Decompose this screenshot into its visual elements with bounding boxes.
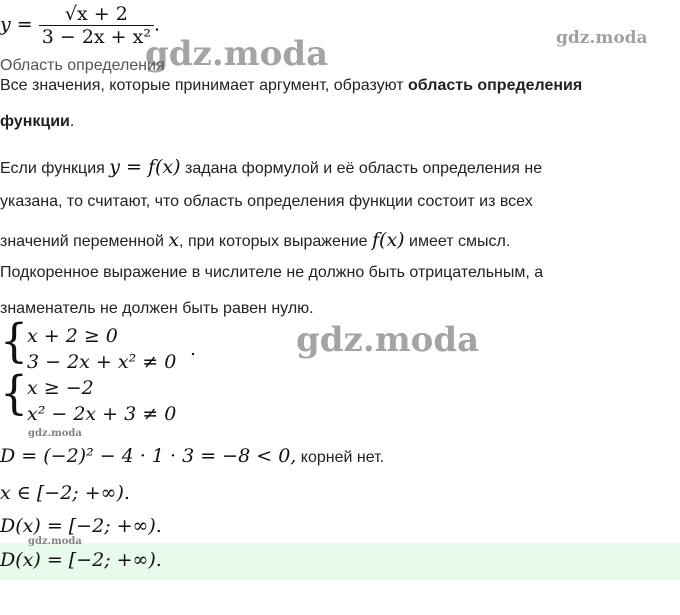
system1-row2: 3 − 2x + x² ≠ 0 [27,351,177,373]
system2-row1: x ≥ −2 [27,377,94,399]
system2-row2: x² − 2x + 3 ≠ 0 [27,403,177,425]
watermark-top: gdz.moda [145,34,329,74]
rule-paragraph-line1: Если функция y = f(x) задана формулой и её область определения не [0,156,543,178]
term-domain: область определения [408,77,583,94]
formula-fraction [39,3,154,48]
watermark-middle: gdz.moda [296,320,480,360]
definition-paragraph-line1: Все значения, которые принимает аргумент, образуют область определения [0,77,583,94]
condition-paragraph-line2: знаменатель не должен быть равен нулю. [0,300,314,317]
interval-line: x ∈ [−2; +∞). [0,482,130,504]
system1-brace: { [0,314,28,369]
cut-off-line: Область определения [0,57,165,74]
discriminant-line: D = (−2)² − 4 · 1 · 3 = −8 < 0, корней нет. [0,445,385,467]
rule-paragraph-line3: значений переменной x, при которых выражение f(x) имеет смысл. [0,229,511,251]
function-formula [0,3,160,48]
condition-paragraph-line1: Подкоренное выражение в числителе не должно быть отрицательным, а [0,264,544,281]
watermark-tiny-2: gdz.moda [28,536,82,547]
term-function: функции [0,113,70,130]
domain-line: D(x) = [−2; +∞). [0,515,162,537]
formula-trail: . [153,13,161,36]
answer-line: D(x) = [−2; +∞). [0,549,162,571]
system1-trail: . [190,338,197,360]
watermark-tiny-1: gdz.moda [28,428,82,439]
definition-paragraph-line2: функции. [0,113,75,130]
system2-brace: { [0,366,28,421]
formula-lhs: y = [0,13,33,36]
rule-paragraph-line2: указана, то считают, что область определения функции состоит из всех [0,193,533,210]
system1-row1: x + 2 ≥ 0 [27,325,118,347]
formula-denominator: 3 − 2x + x² [41,26,151,48]
watermark-top-right: gdz.moda [556,28,648,48]
formula-numerator: √x + 2 [39,3,154,26]
